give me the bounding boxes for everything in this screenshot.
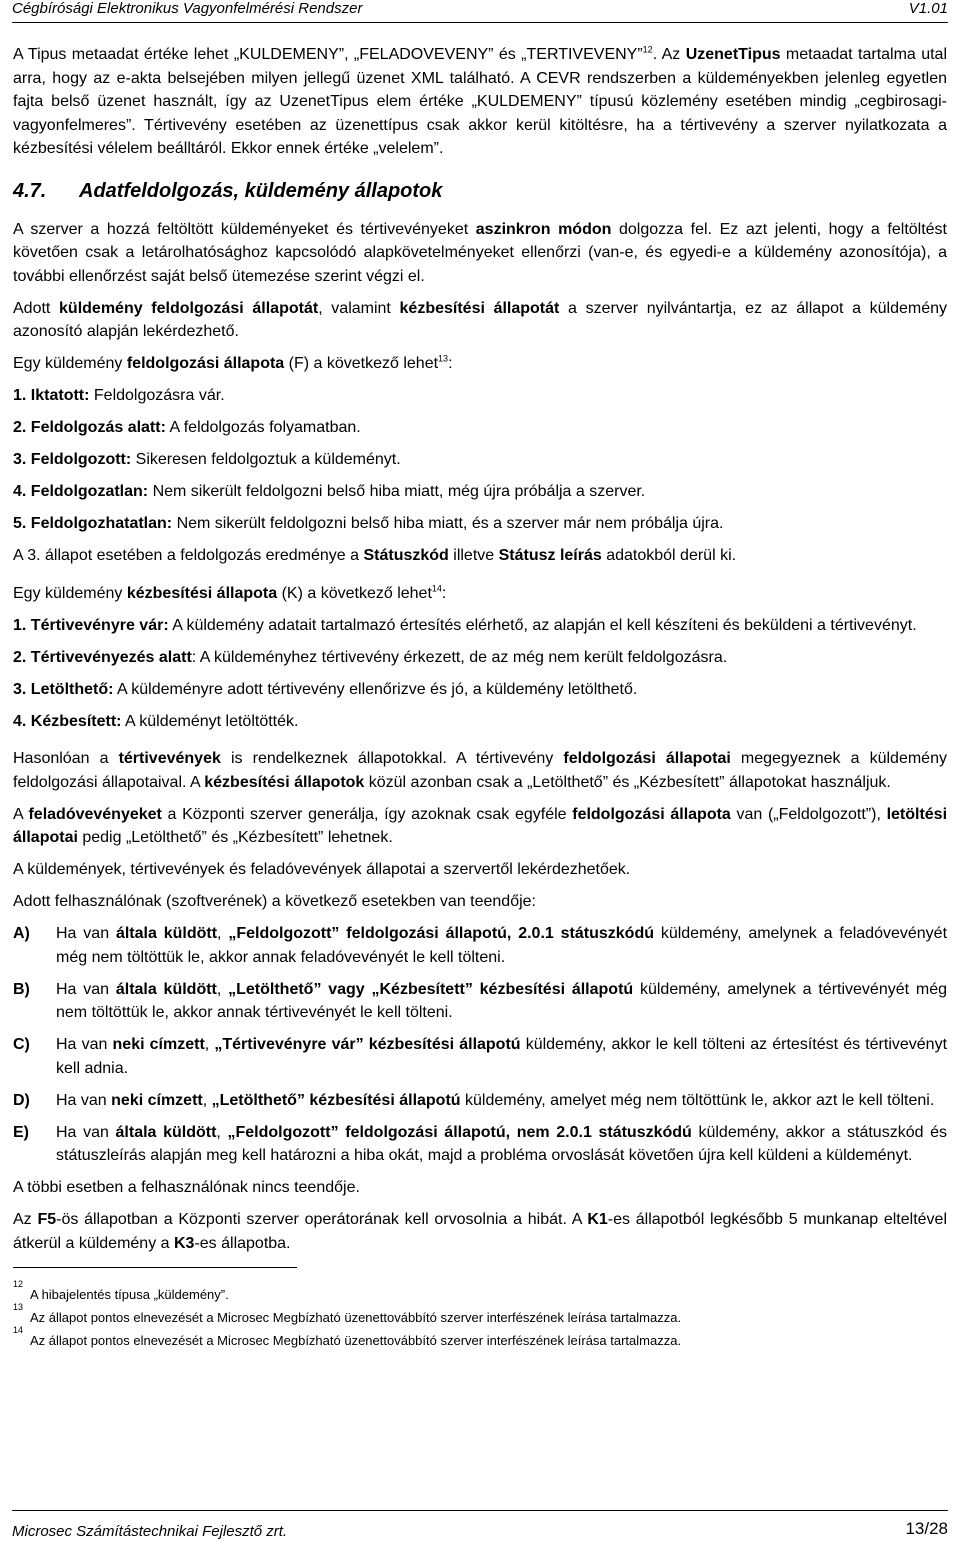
footnote-ref-12[interactable]: 12 [642, 44, 653, 55]
delivery-state-list [13, 614, 947, 734]
case-item: B) Ha van általa küldött, „Letölthető” vagy „Kézbesített” kézbesítési állapotú küldemény, amelynek a tértivevényét még nem töltöttük le, akkor annak tértivevényét le kell tölteni. [13, 980, 947, 1021]
page-footer [12, 1510, 948, 1541]
paragraph-cases-intro: Adott felhasználónak (szoftverének) a következő esetekben van teendője: [13, 893, 536, 910]
footnote-12: 12 A hibajelentés típusa „küldemény”. [13, 1279, 229, 1302]
paragraph-operator: Az F5-ös állapotban a Központi szerver operátorának kell orvosolnia a hibát. A K1-es állapotból legkésőbb 5 munkanap elteltével átkerül a küldemény a K3-es állapotba. [13, 1211, 947, 1252]
document-body [13, 43, 947, 1355]
header-version: V1.01 [908, 0, 948, 17]
list-item: 1. Tértivevényre vár: A küldemény adatait tartalmazó értesítés elérhető, az alapján el kell készíteni és beküldeni a tértivevényt. [13, 616, 917, 634]
list-item: 5. Feldolgozhatatlan: Nem sikerült feldolgozni belső hiba miatt, és a szerver már nem próbálja újra. [13, 515, 724, 532]
list-item: 3. Letölthető: A küldeményre adott tértivevény ellenőrizve és jó, a küldemény letölthető. [13, 680, 638, 698]
paragraph-status-code: A 3. állapot esetében a feldolgozás eredménye a Státuszkód illetve Státusz leírás adatokból derül ki. [13, 547, 737, 564]
processing-state-list [13, 384, 947, 536]
page-number: 13/28 [905, 1519, 948, 1538]
paragraph-queryable: A küldemények, tértivevények és feladóvevények állapotai a szervertől lekérdezhetőek. [13, 861, 631, 878]
list-item: 4. Kézbesített: A küldeményt letöltötték. [13, 712, 299, 730]
page-header [12, 0, 948, 23]
section-number: 4.7. [13, 179, 47, 202]
section-heading [13, 178, 947, 204]
list-item: 2. Tértivevényezés alatt: A küldeményhez tértivevény érkezett, de az még nem került feldolgozásra. [13, 648, 728, 666]
case-item: A) Ha van általa küldött, „Feldolgozott” feldolgozási állapotú, 2.0.1 státuszkódú küldemény, amelynek a feladóvevényét még nem töltöttük le, akkor annak feladóvevényét le kell tölteni. [13, 925, 948, 966]
paragraph-no-action: A többi esetben a felhasználónak nincs teendője. [13, 1179, 360, 1196]
list-item: 4. Feldolgozatlan: Nem sikerült feldolgozni belső hiba miatt, még újra próbálja a szerver. [13, 483, 646, 500]
paragraph-async: A szerver a hozzá feltöltött küldeményeket és tértivevényeket aszinkron módon dolgozza fel. Ez azt jelenti, hogy a feltöltést követően csak a letárolhatósághoz kapcsolódó alapkövetelményeket ellenőrzi (van-e, és egyedi-e a küldemény azonosítója), a további ellenőrzést saját belső ütemezése szerint végzi el. [13, 220, 948, 285]
list-item: 1. Iktatott: Feldolgozásra vár. [13, 387, 225, 404]
paragraph-f-states-intro: Egy küldemény feldolgozási állapota (F) a következő lehet$^{13}$: [13, 353, 453, 372]
list-item: 3. Feldolgozott: Sikeresen feldolgoztuk a küldeményt. [13, 451, 401, 468]
footnote-ref-14[interactable]: 14 [431, 583, 442, 594]
paragraph-return-receipts: Hasonlóan a tértivevények is rendelkeznek állapotokkal. A tértivevény feldolgozási állapotai megegyeznek a küldemény feldolgozási állapotaival. A kézbesítési állapotok közül azonban csak a „Letölthető” és „Kézbesített” állapotokat használjuk. [13, 750, 947, 791]
paragraph-state-tracking: Adott küldemény feldolgozási állapotát, valamint kézbesítési állapotát a szerver nyilvántartja, ez az állapot a küldemény azonosító alapján lekérdezhető. [13, 299, 948, 340]
case-list [13, 922, 947, 1168]
case-item: D) Ha van neki címzett, „Letölthető” kézbesítési állapotú küldemény, amelyet még nem töltöttünk le, akkor azt le kell tölteni. [13, 1091, 935, 1109]
footnote-14: 14 Az állapot pontos elnevezését a Microsec Megbízható üzenettovábbító szerver interfészének leírása tartalmazza. [13, 1325, 682, 1348]
footnote-ref-13[interactable]: 13 [438, 353, 449, 364]
list-item: 2. Feldolgozás alatt: A feldolgozás folyamatban. [13, 419, 361, 436]
footnotes [13, 1279, 947, 1349]
header-title: Cégbírósági Elektronikus Vagyonfelmérési Rendszer [12, 0, 363, 17]
section-title: Adatfeldolgozás, küldemény állapotok [79, 179, 443, 202]
paragraph-k-states-intro: Egy küldemény kézbesítési állapota (K) a következő lehet$^{14}$: [13, 583, 447, 602]
paragraph-sender-receipts: A feladóvevényeket a Központi szerver generálja, így azoknak csak egyféle feldolgozási állapota van („Feldolgozott”), letöltési állapotai pedig „Letölthető” és „Kézbesített” lehetnek. [13, 805, 948, 846]
footnote-13: 13 Az állapot pontos elnevezését a Microsec Megbízható üzenettovábbító szerver interfészének leírása tartalmazza. [13, 1302, 682, 1325]
footnote-separator [13, 1267, 297, 1268]
case-item: E) Ha van általa küldött, „Feldolgozott” feldolgozási állapotú, nem 2.0.1 státuszkódú küldemény, akkor a státuszkód és státuszleírás alapján meg kell határozni a hiba okát, majd a probléma orvoslását követően újra kell küldeni a küldeményt. [13, 1123, 948, 1164]
footer-company: Microsec Számítástechnikai Fejlesztő zrt. [12, 1523, 288, 1540]
case-item: C) Ha van neki címzett, „Tértivevényre vár” kézbesítési állapotú küldemény, akkor le kell tölteni az értesítést és tértivevényt kell adnia. [13, 1036, 948, 1077]
intro-paragraph: A Tipus metaadat értéke lehet „KULDEMENY”, „FELADOVEVENY” és „TERTIVEVENY”$^{12}$. Az UzenetTipus metaadat tartalma utal arra, hogy az e-akta belsejében milyen jellegű üzenet XML található. A CEVR rendszerben a küldeményekben jelenleg egyetlen fajta belső üzenet használt, így az UzenetTipus elem értéke „KULDEMENY” típusú közlemény esetében mindig „cegbirosagi-vagyonfelmeres”. Tértivevény esetében az üzenettípus csak akkor kerül kitöltésre, ha a tértivevény a szerver nyilatkozata a kézbesítési vélelem beálltáról. Ekkor ennek értéke „velelem”. [13, 44, 947, 157]
